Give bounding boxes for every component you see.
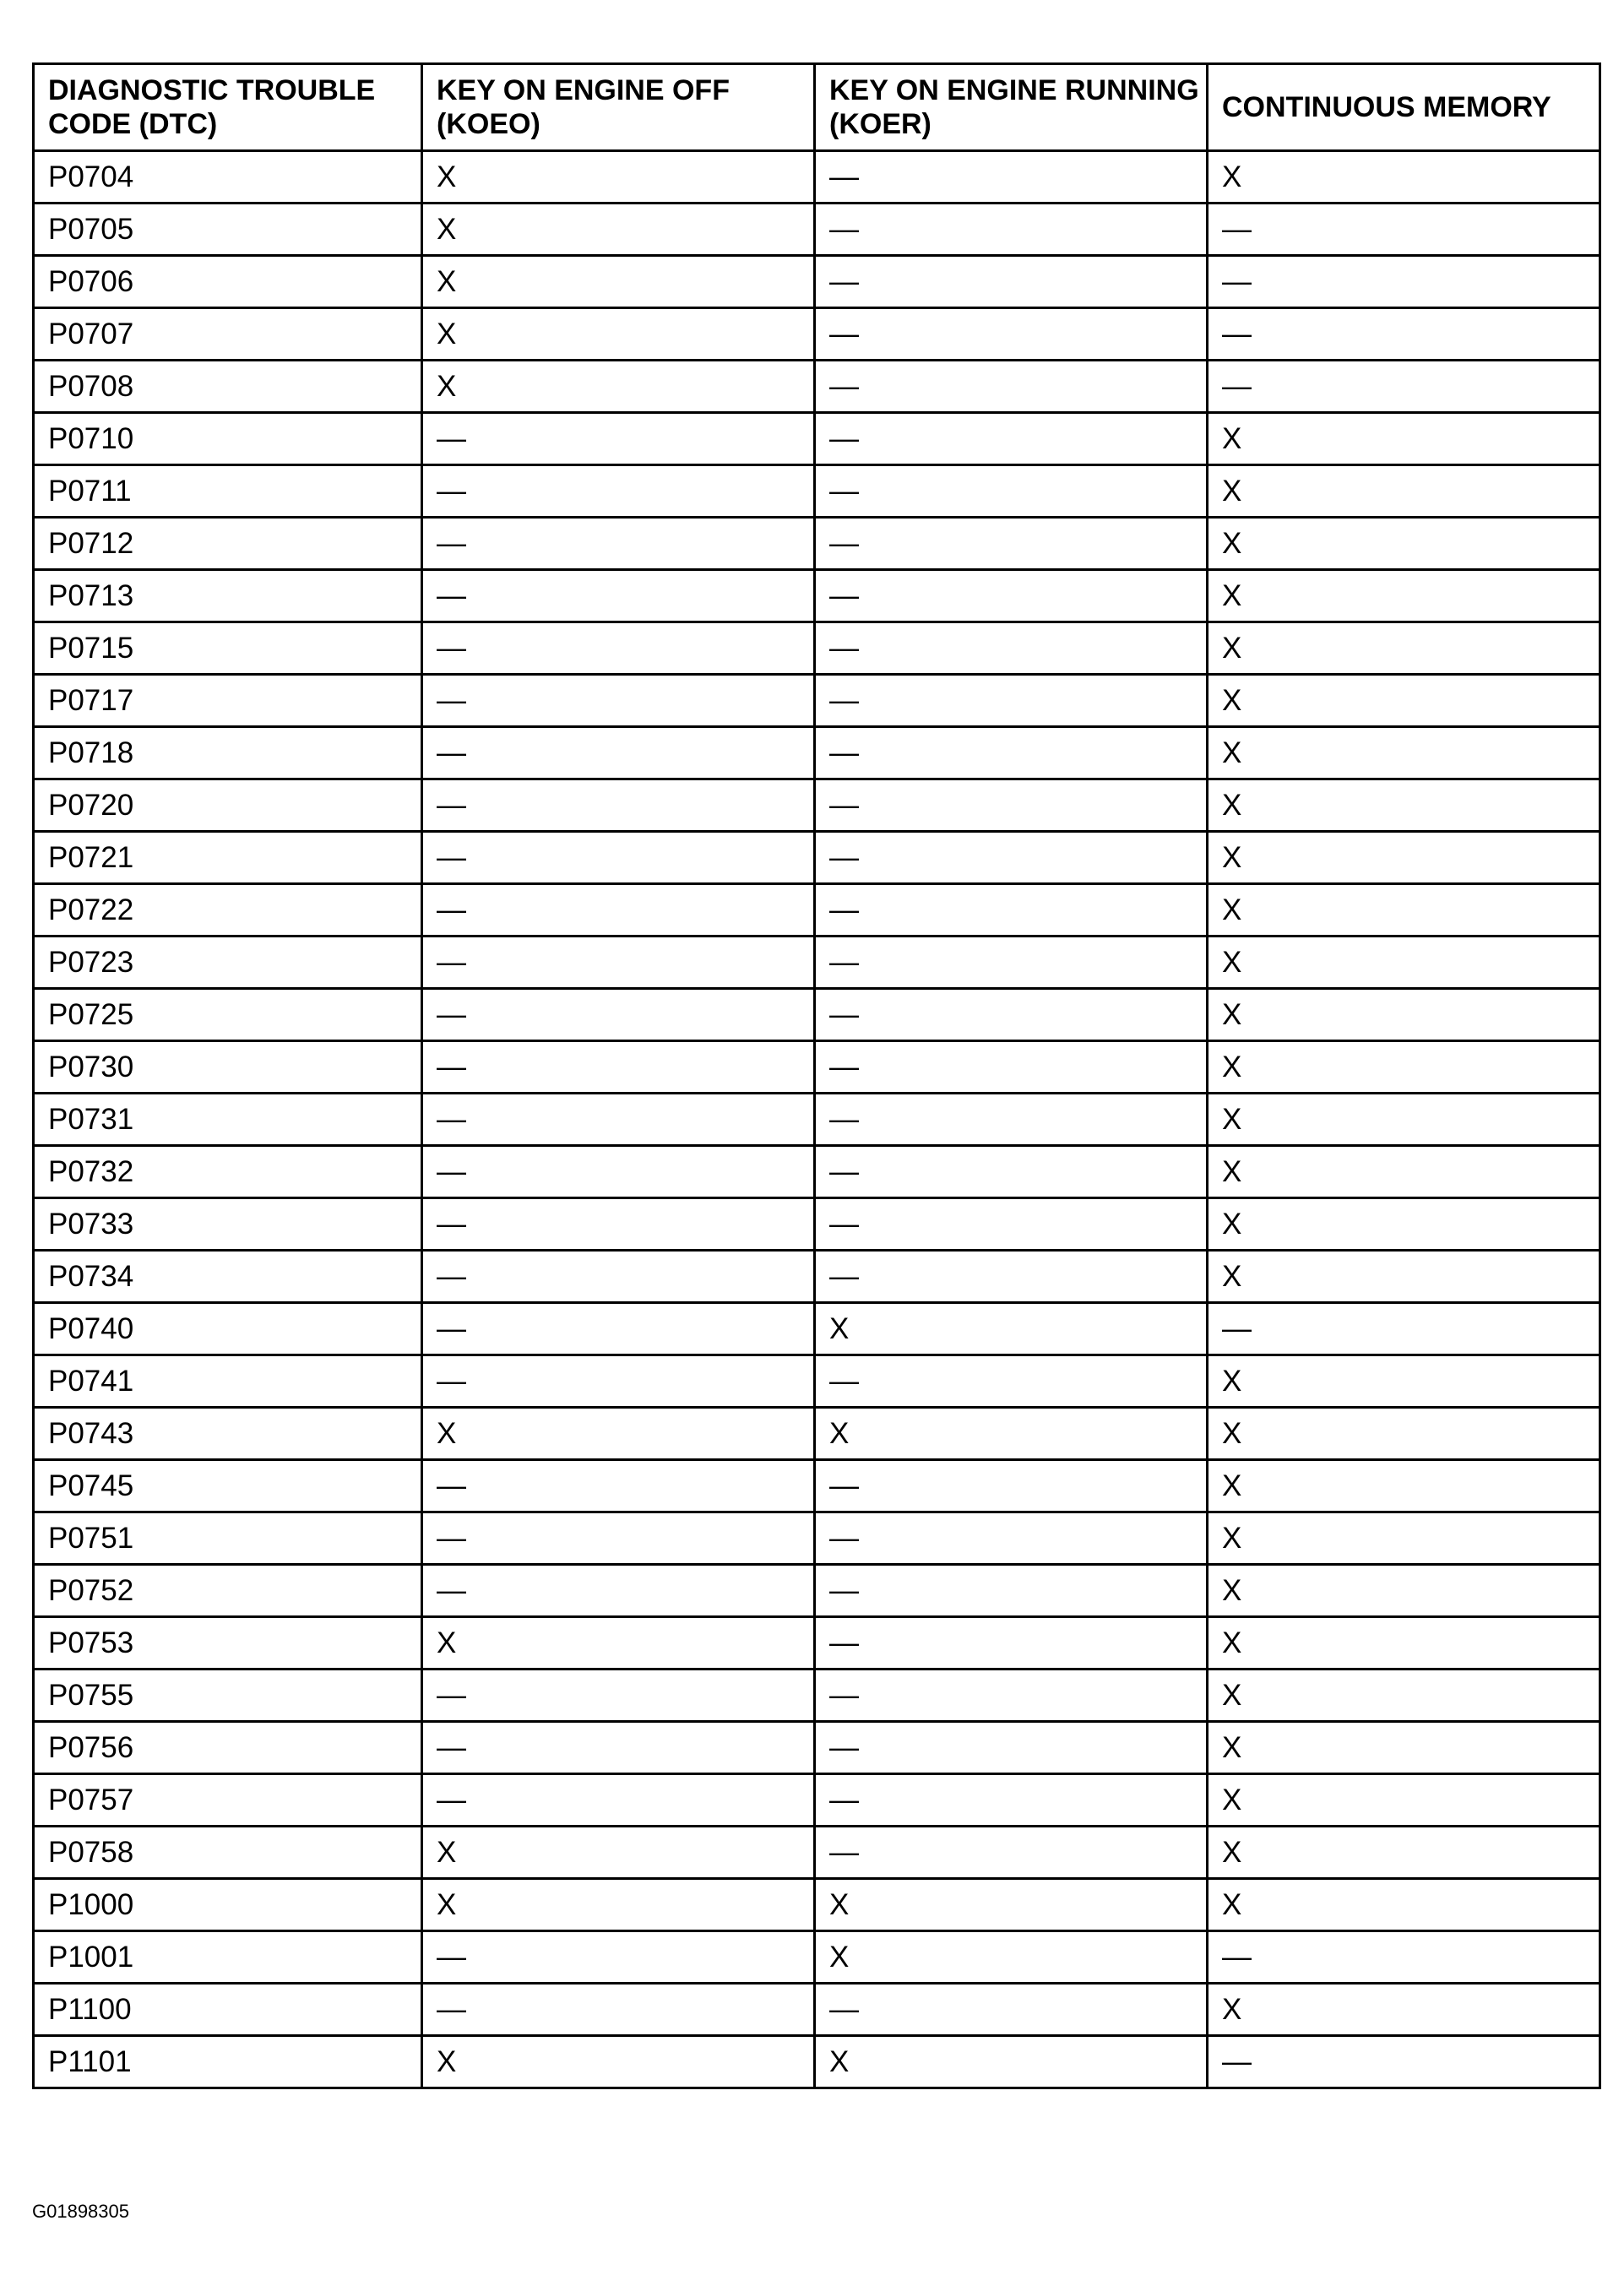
cell-dtc: P0711 [34, 465, 422, 518]
cell-continuous-memory: X [1208, 779, 1600, 832]
cell-koeo: — [422, 1460, 815, 1512]
cell-continuous-memory: — [1208, 2036, 1600, 2088]
cell-koer: — [815, 1460, 1208, 1512]
cell-koeo: X [422, 1408, 815, 1460]
cell-koer: X [815, 1879, 1208, 1931]
cell-continuous-memory: X [1208, 518, 1600, 570]
table-row [34, 465, 1600, 518]
table-row [34, 1094, 1600, 1146]
table-row [34, 151, 1600, 204]
cell-continuous-memory: X [1208, 1198, 1600, 1251]
cell-continuous-memory: X [1208, 1146, 1600, 1198]
figure-id: G01898305 [32, 2201, 129, 2222]
table-row [34, 1198, 1600, 1251]
cell-dtc: P0712 [34, 518, 422, 570]
cell-dtc: P0707 [34, 308, 422, 361]
header-continuous-memory: CONTINUOUS MEMORY [1208, 64, 1600, 151]
cell-koeo: — [422, 1303, 815, 1355]
cell-koeo: X [422, 1879, 815, 1931]
cell-dtc: P0718 [34, 727, 422, 779]
cell-dtc: P0743 [34, 1408, 422, 1460]
cell-continuous-memory: — [1208, 256, 1600, 308]
cell-dtc: P0734 [34, 1251, 422, 1303]
cell-koer: — [815, 570, 1208, 622]
cell-koer: — [815, 832, 1208, 884]
table-row [34, 1670, 1600, 1722]
cell-dtc: P0755 [34, 1670, 422, 1722]
cell-koeo: X [422, 256, 815, 308]
table-row [34, 1251, 1600, 1303]
cell-dtc: P0708 [34, 361, 422, 413]
cell-koeo: — [422, 1984, 815, 2036]
cell-koeo: — [422, 622, 815, 675]
table-row [34, 256, 1600, 308]
cell-koeo: — [422, 832, 815, 884]
cell-continuous-memory: X [1208, 1722, 1600, 1774]
cell-dtc: P1100 [34, 1984, 422, 2036]
table-row [34, 832, 1600, 884]
cell-koer: — [815, 151, 1208, 204]
cell-koeo: — [422, 1512, 815, 1565]
cell-continuous-memory: — [1208, 204, 1600, 256]
cell-dtc: P1001 [34, 1931, 422, 1984]
cell-koeo: — [422, 1041, 815, 1094]
cell-dtc: P1000 [34, 1879, 422, 1931]
table-row [34, 361, 1600, 413]
cell-koeo: — [422, 1722, 815, 1774]
cell-koeo: — [422, 1198, 815, 1251]
cell-dtc: P0758 [34, 1827, 422, 1879]
cell-koer: — [815, 256, 1208, 308]
cell-continuous-memory: X [1208, 1774, 1600, 1827]
table-row [34, 204, 1600, 256]
cell-koer: — [815, 727, 1208, 779]
table-row [34, 413, 1600, 465]
cell-koer: — [815, 1774, 1208, 1827]
cell-koeo: — [422, 675, 815, 727]
cell-koer: — [815, 622, 1208, 675]
cell-koer: — [815, 675, 1208, 727]
cell-koer: — [815, 361, 1208, 413]
table-row [34, 518, 1600, 570]
cell-continuous-memory: X [1208, 413, 1600, 465]
cell-koer: — [815, 1146, 1208, 1198]
cell-dtc: P0710 [34, 413, 422, 465]
cell-koeo: — [422, 1094, 815, 1146]
cell-dtc: P0713 [34, 570, 422, 622]
cell-dtc: P0751 [34, 1512, 422, 1565]
cell-continuous-memory: X [1208, 1094, 1600, 1146]
cell-koeo: — [422, 465, 815, 518]
table-row [34, 1146, 1600, 1198]
table-row [34, 570, 1600, 622]
cell-koer: — [815, 1512, 1208, 1565]
cell-continuous-memory: X [1208, 884, 1600, 937]
header-dtc: DIAGNOSTIC TROUBLE CODE (DTC) [34, 64, 422, 151]
table-row [34, 1774, 1600, 1827]
cell-dtc: P0741 [34, 1355, 422, 1408]
header-koeo: KEY ON ENGINE OFF (KOEO) [422, 64, 815, 151]
cell-koer: — [815, 1670, 1208, 1722]
table-row [34, 1408, 1600, 1460]
table-row [34, 1460, 1600, 1512]
table-row [34, 1931, 1600, 1984]
cell-koeo: X [422, 151, 815, 204]
cell-dtc: P0717 [34, 675, 422, 727]
cell-continuous-memory: X [1208, 1617, 1600, 1670]
cell-dtc: P0745 [34, 1460, 422, 1512]
cell-continuous-memory: X [1208, 1355, 1600, 1408]
cell-koer: X [815, 1931, 1208, 1984]
cell-koeo: — [422, 727, 815, 779]
table-row [34, 989, 1600, 1041]
table-row [34, 308, 1600, 361]
cell-koer: — [815, 884, 1208, 937]
cell-koeo: — [422, 1565, 815, 1617]
cell-continuous-memory: X [1208, 1041, 1600, 1094]
dtc-table [32, 62, 1601, 2089]
cell-continuous-memory: X [1208, 1565, 1600, 1617]
cell-continuous-memory: X [1208, 675, 1600, 727]
cell-koeo: — [422, 779, 815, 832]
cell-koer: — [815, 465, 1208, 518]
cell-koer: — [815, 204, 1208, 256]
cell-koeo: — [422, 413, 815, 465]
cell-koer: X [815, 1303, 1208, 1355]
table-row [34, 1617, 1600, 1670]
cell-dtc: P0705 [34, 204, 422, 256]
cell-continuous-memory: X [1208, 989, 1600, 1041]
cell-koeo: — [422, 1774, 815, 1827]
table-row [34, 1827, 1600, 1879]
cell-koer: — [815, 937, 1208, 989]
table-row [34, 779, 1600, 832]
cell-dtc: P0757 [34, 1774, 422, 1827]
header-row [34, 64, 1600, 151]
cell-continuous-memory: X [1208, 465, 1600, 518]
table-row [34, 2036, 1600, 2088]
cell-koer: — [815, 1984, 1208, 2036]
cell-koer: — [815, 1251, 1208, 1303]
cell-koeo: X [422, 2036, 815, 2088]
cell-dtc: P1101 [34, 2036, 422, 2088]
cell-continuous-memory: X [1208, 1460, 1600, 1512]
cell-koer: — [815, 308, 1208, 361]
cell-continuous-memory: X [1208, 1670, 1600, 1722]
cell-koeo: X [422, 204, 815, 256]
cell-dtc: P0722 [34, 884, 422, 937]
cell-dtc: P0715 [34, 622, 422, 675]
cell-koeo: — [422, 1931, 815, 1984]
cell-koer: X [815, 1408, 1208, 1460]
cell-continuous-memory: X [1208, 1408, 1600, 1460]
cell-continuous-memory: — [1208, 1303, 1600, 1355]
table-row [34, 937, 1600, 989]
cell-dtc: P0725 [34, 989, 422, 1041]
table-row [34, 1722, 1600, 1774]
table-row [34, 1565, 1600, 1617]
cell-koeo: X [422, 1617, 815, 1670]
cell-continuous-memory: X [1208, 1879, 1600, 1931]
cell-dtc: P0723 [34, 937, 422, 989]
cell-continuous-memory: X [1208, 1512, 1600, 1565]
cell-koeo: — [422, 937, 815, 989]
table-body [34, 151, 1600, 2088]
cell-koer: — [815, 1355, 1208, 1408]
cell-continuous-memory: X [1208, 1251, 1600, 1303]
cell-dtc: P0730 [34, 1041, 422, 1094]
cell-koeo: — [422, 884, 815, 937]
cell-dtc: P0704 [34, 151, 422, 204]
cell-dtc: P0733 [34, 1198, 422, 1251]
cell-continuous-memory: X [1208, 1827, 1600, 1879]
cell-koeo: — [422, 570, 815, 622]
cell-continuous-memory: X [1208, 622, 1600, 675]
cell-continuous-memory: X [1208, 1984, 1600, 2036]
cell-continuous-memory: X [1208, 937, 1600, 989]
cell-continuous-memory: X [1208, 832, 1600, 884]
cell-koer: — [815, 1198, 1208, 1251]
cell-koer: X [815, 2036, 1208, 2088]
cell-koeo: X [422, 361, 815, 413]
cell-koer: — [815, 1565, 1208, 1617]
cell-dtc: P0753 [34, 1617, 422, 1670]
cell-continuous-memory: X [1208, 151, 1600, 204]
cell-koer: — [815, 518, 1208, 570]
table-row [34, 1512, 1600, 1565]
cell-dtc: P0706 [34, 256, 422, 308]
cell-koer: — [815, 1827, 1208, 1879]
cell-koeo: X [422, 1827, 815, 1879]
cell-dtc: P0756 [34, 1722, 422, 1774]
table-row [34, 1879, 1600, 1931]
cell-koeo: — [422, 989, 815, 1041]
cell-dtc: P0732 [34, 1146, 422, 1198]
table-row [34, 622, 1600, 675]
table-row [34, 1984, 1600, 2036]
cell-continuous-memory: — [1208, 361, 1600, 413]
table-row [34, 727, 1600, 779]
cell-continuous-memory: — [1208, 1931, 1600, 1984]
cell-koeo: X [422, 308, 815, 361]
cell-continuous-memory: X [1208, 570, 1600, 622]
cell-koer: — [815, 989, 1208, 1041]
cell-dtc: P0731 [34, 1094, 422, 1146]
cell-dtc: P0740 [34, 1303, 422, 1355]
cell-dtc: P0752 [34, 1565, 422, 1617]
cell-koeo: — [422, 1670, 815, 1722]
cell-koer: — [815, 1722, 1208, 1774]
table-row [34, 1041, 1600, 1094]
cell-koeo: — [422, 1355, 815, 1408]
cell-koeo: — [422, 518, 815, 570]
cell-continuous-memory: X [1208, 727, 1600, 779]
cell-continuous-memory: — [1208, 308, 1600, 361]
cell-koeo: — [422, 1146, 815, 1198]
header-koer: KEY ON ENGINE RUNNING (KOER) [815, 64, 1208, 151]
table-row [34, 1303, 1600, 1355]
cell-koeo: — [422, 1251, 815, 1303]
cell-koer: — [815, 413, 1208, 465]
table-row [34, 884, 1600, 937]
table-row [34, 1355, 1600, 1408]
cell-dtc: P0720 [34, 779, 422, 832]
table-row [34, 675, 1600, 727]
cell-koer: — [815, 779, 1208, 832]
cell-koer: — [815, 1094, 1208, 1146]
cell-koer: — [815, 1617, 1208, 1670]
cell-koer: — [815, 1041, 1208, 1094]
cell-dtc: P0721 [34, 832, 422, 884]
